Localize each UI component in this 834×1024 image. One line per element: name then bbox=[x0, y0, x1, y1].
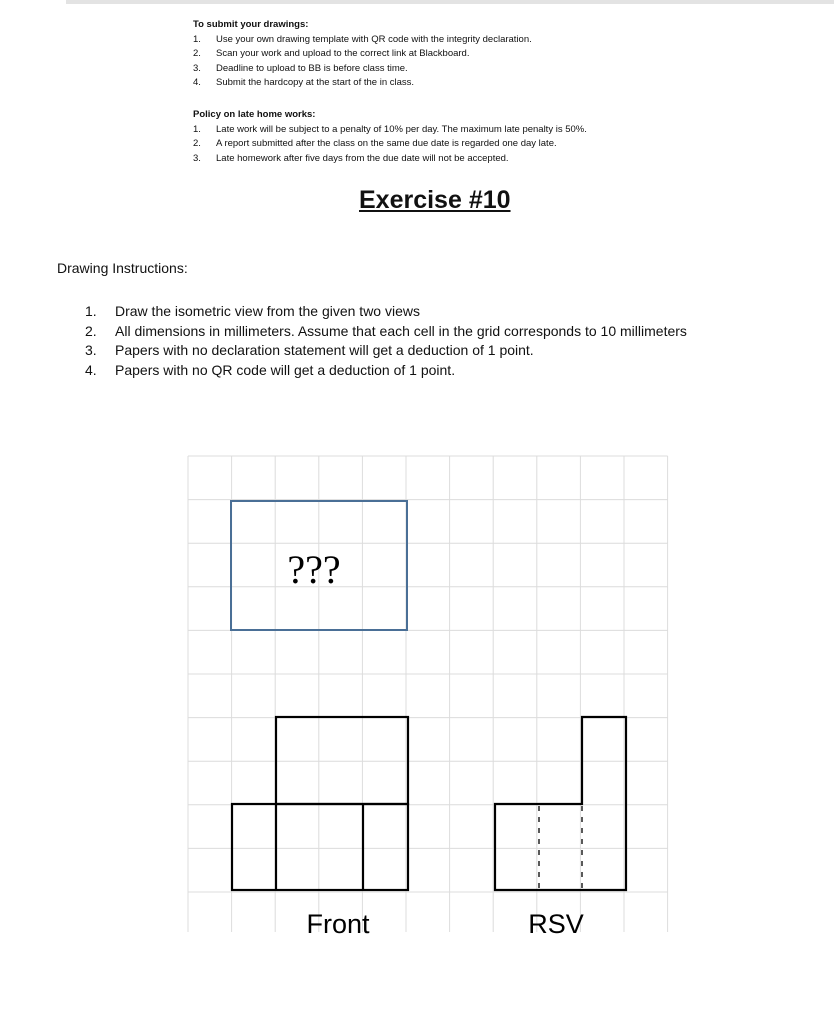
list-item: 1. Late work will be subject to a penalty of 10% per day. The maximum late penalty is 50%. bbox=[193, 123, 587, 135]
right-side-view bbox=[495, 717, 626, 890]
submission-heading: To submit your drawings: bbox=[193, 19, 309, 30]
list-item: 3. Deadline to upload to BB is before class time. bbox=[193, 62, 408, 74]
policy-heading: Policy on late home works: bbox=[193, 109, 316, 120]
drawing-instructions-heading: Drawing Instructions: bbox=[57, 260, 188, 276]
grid bbox=[188, 456, 668, 932]
front-view-base bbox=[232, 804, 408, 890]
front-view-upper-block bbox=[276, 717, 408, 804]
rsv-outline bbox=[495, 717, 626, 890]
rsv-label: RSV bbox=[528, 909, 584, 939]
list-item: 2. Scan your work and upload to the correct link at Blackboard. bbox=[193, 48, 470, 60]
question-mark-text: ??? bbox=[287, 547, 341, 592]
list-item: 2. All dimensions in millimeters. Assume that each cell in the grid corresponds to 10 millimeters bbox=[85, 322, 687, 339]
list-item: 1. Draw the isometric view from the given two views bbox=[85, 303, 420, 319]
front-label: Front bbox=[306, 909, 370, 939]
exercise-title: Exercise #10 bbox=[359, 186, 511, 214]
list-item: 4. Papers with no QR code will get a deduction of 1 point. bbox=[85, 362, 456, 379]
list-item: 2. A report submitted after the class on the same due date is regarded one day late. bbox=[193, 138, 557, 150]
list-item: 3. Late homework after five days from the due date will not be accepted. bbox=[193, 152, 509, 164]
list-item: 4. Submit the hardcopy at the start of the in class. bbox=[193, 77, 415, 89]
list-item: 3. Papers with no declaration statement will get a deduction of 1 point. bbox=[85, 342, 534, 359]
front-view bbox=[232, 717, 408, 890]
list-item: 1. Use your own drawing template with QR code with the integrity declaration. bbox=[193, 33, 532, 45]
